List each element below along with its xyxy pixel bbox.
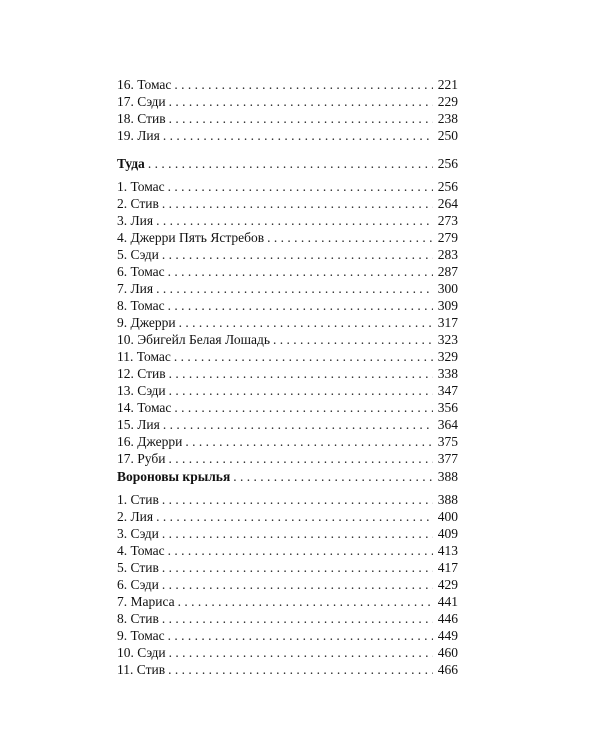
toc-entry[interactable] [117,450,458,467]
toc-entry-title: 4. Джерри Пять Ястребов [117,230,265,245]
dot-leader [179,314,433,331]
dot-leader [174,399,433,416]
toc-entry-list [117,178,458,467]
dot-leader [233,468,433,485]
dot-leader [168,263,433,280]
toc-entry-page: 329 [437,349,458,364]
toc-entry-page: 429 [437,577,458,592]
toc-entry-title: 14. Томас [117,400,172,415]
dot-leader [162,491,433,508]
dot-leader [168,297,433,314]
toc-section-heading[interactable] [117,155,458,172]
dot-leader [185,433,433,450]
toc-entry-page: 300 [437,281,458,296]
toc-entry[interactable] [117,314,458,331]
dot-leader [178,593,433,610]
toc-entry[interactable] [117,212,458,229]
toc-entry-page: 279 [437,230,458,245]
toc-entry-title: 13. Сэди [117,383,166,398]
toc-section-tuda [117,155,458,467]
toc-entry-page: 287 [437,264,458,279]
dot-leader [169,93,433,110]
toc-entry[interactable] [117,348,458,365]
dot-leader [168,178,433,195]
dot-leader [169,644,433,661]
toc-entry[interactable] [117,263,458,280]
dot-leader [148,155,433,172]
toc-entry-page: 323 [437,332,458,347]
toc-entry-title: 9. Томас [117,628,165,643]
dot-leader [174,76,433,93]
toc-entry-page: 466 [437,662,458,677]
toc-entry[interactable] [117,76,458,93]
toc-entry-page: 283 [437,247,458,262]
toc-entry-title: 8. Томас [117,298,165,313]
toc-entry-page: 460 [437,645,458,660]
toc-entry-title: 10. Эбигейл Белая Лошадь [117,332,270,347]
toc-entry[interactable] [117,576,458,593]
toc-entry[interactable] [117,297,458,314]
toc-entry[interactable] [117,229,458,246]
dot-leader [163,127,433,144]
toc-entry-title: 11. Стив [117,662,166,677]
toc-entry[interactable] [117,178,458,195]
toc-entry[interactable] [117,195,458,212]
toc-entry-title: 3. Лия [117,213,154,228]
dot-leader [174,348,433,365]
toc-section-vorony [117,468,458,678]
toc-entry[interactable] [117,365,458,382]
toc-entry-title: 16. Джерри [117,434,183,449]
toc-entry[interactable] [117,508,458,525]
toc-entry[interactable] [117,593,458,610]
toc-entry-page: 449 [437,628,458,643]
toc-entry-title: 17. Руби [117,451,166,466]
dot-leader [163,416,433,433]
toc-entry[interactable] [117,661,458,678]
dot-leader [162,559,433,576]
toc-entry-title: 11. Томас [117,349,171,364]
toc-entry[interactable] [117,280,458,297]
toc-entry-page: 409 [437,526,458,541]
toc-entry-page: 375 [437,434,458,449]
toc-entry-title: 7. Мариса [117,594,175,609]
toc-entry-title: 5. Сэди [117,247,159,262]
dot-leader [162,610,433,627]
toc-entry[interactable] [117,525,458,542]
toc-entry[interactable] [117,331,458,348]
dot-leader [267,229,433,246]
toc-entry-title: 4. Томас [117,543,165,558]
dot-leader [168,627,433,644]
toc-entry[interactable] [117,416,458,433]
dot-leader [156,280,433,297]
dot-leader [273,331,433,348]
toc-entry-page: 309 [437,298,458,313]
dot-leader [162,525,433,542]
dot-leader [162,246,433,263]
toc-entry-title: 12. Стив [117,366,166,381]
toc-entry-title: 6. Томас [117,264,165,279]
toc-entry-page: 400 [437,509,458,524]
toc-entry-title: 1. Стив [117,492,159,507]
toc-entry[interactable] [117,382,458,399]
section-title: Туда [117,156,145,171]
toc-entry[interactable] [117,127,458,144]
section-page: 388 [437,469,458,484]
toc-entry-page: 356 [437,400,458,415]
toc-entry-title: 1. Томас [117,179,165,194]
toc-entry[interactable] [117,433,458,450]
toc-entry-page: 347 [437,383,458,398]
toc-entry-page: 221 [437,77,458,92]
toc-entry-page: 364 [437,417,458,432]
dot-leader [169,382,433,399]
toc-entry-page: 256 [437,179,458,194]
dot-leader [169,365,433,382]
toc-entry-title: 15. Лия [117,417,160,432]
toc-continuation [117,76,458,144]
toc-entry-title: 7. Лия [117,281,154,296]
toc-entry-title: 19. Лия [117,128,160,143]
toc-entry[interactable] [117,627,458,644]
toc-entry-page: 417 [437,560,458,575]
toc-entry-title: 10. Сэди [117,645,166,660]
toc-entry-page: 377 [437,451,458,466]
toc-entry[interactable] [117,542,458,559]
dot-leader [168,661,433,678]
toc-entry-title: 16. Томас [117,77,172,92]
toc-entry[interactable] [117,399,458,416]
toc-entry-title: 3. Сэди [117,526,159,541]
toc-entry-title: 8. Стив [117,611,159,626]
toc-entry-title: 2. Лия [117,509,154,524]
toc-entry-page: 273 [437,213,458,228]
toc-entry[interactable] [117,610,458,627]
toc-entry-title: 5. Стив [117,560,159,575]
toc-entry-page: 317 [437,315,458,330]
dot-leader [169,110,433,127]
toc-entry-title: 17. Сэди [117,94,166,109]
toc-entry-page: 413 [437,543,458,558]
toc-entry[interactable] [117,644,458,661]
toc-entry[interactable] [117,93,458,110]
dot-leader [168,450,433,467]
dot-leader [162,576,433,593]
dot-leader [156,508,433,525]
toc-entry[interactable] [117,246,458,263]
toc-entry-page: 338 [437,366,458,381]
toc-entry-page: 229 [437,94,458,109]
toc-entry-page: 441 [437,594,458,609]
toc-entry-page: 250 [437,128,458,143]
dot-leader [162,195,433,212]
dot-leader [168,542,433,559]
toc-entry[interactable] [117,491,458,508]
toc-entry-page: 446 [437,611,458,626]
toc-entry-title: 2. Стив [117,196,159,211]
toc-entry-title: 9. Джерри [117,315,176,330]
section-title: Вороновы крылья [117,469,231,484]
section-page: 256 [437,156,458,171]
toc-entry-page: 238 [437,111,458,126]
toc-entry-page: 264 [437,196,458,211]
toc-entry[interactable] [117,559,458,576]
toc-entry-page: 388 [437,492,458,507]
toc-section-heading[interactable] [117,468,458,485]
toc-entry-title: 6. Сэди [117,577,159,592]
toc-entry-title: 18. Стив [117,111,166,126]
toc-entry[interactable] [117,110,458,127]
dot-leader [156,212,433,229]
toc-entry-list [117,491,458,678]
